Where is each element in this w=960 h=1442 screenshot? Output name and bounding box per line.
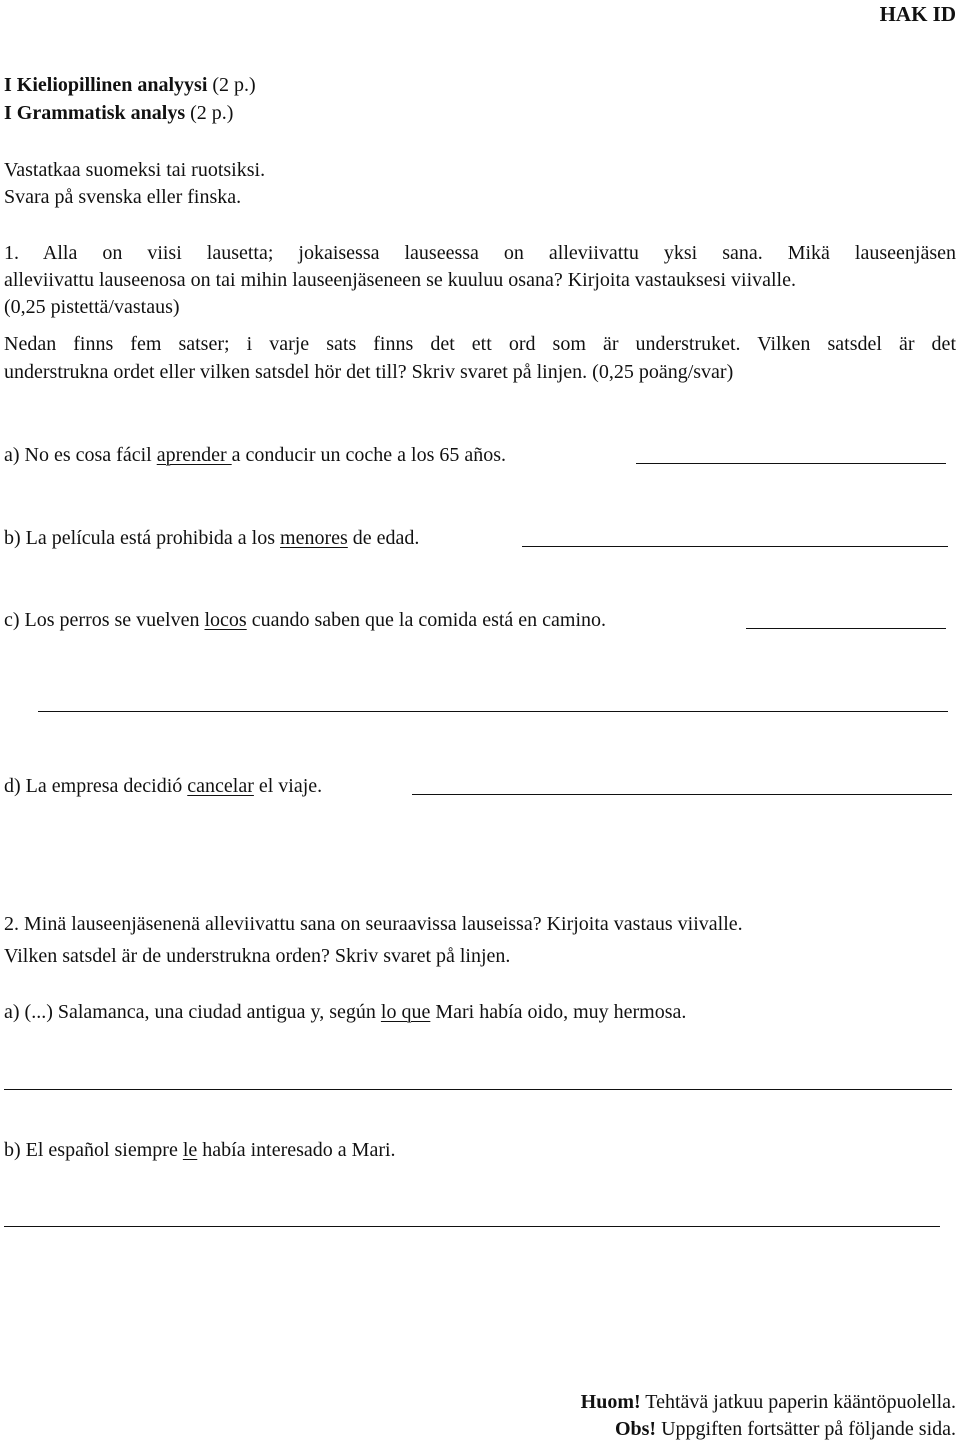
q2-instruction-sv: Vilken satsdel är de understrukna orden? Skriv svaret på linjen. bbox=[4, 945, 511, 967]
q1-item-a-underlined-word: aprender bbox=[156, 444, 232, 466]
q1-instruction-sv-line2: understrukna ordet eller vilken satsdel hör det till? Skriv svaret på linjen. (0,25 poäng/svar) bbox=[4, 361, 734, 383]
q1-item-c bbox=[4, 608, 606, 632]
footer-note-sv-label: Obs! bbox=[614, 1418, 657, 1440]
section-title-sv-text: I Grammatisk analys bbox=[4, 102, 186, 124]
q1-item-d bbox=[4, 774, 322, 798]
q1-item-a bbox=[4, 443, 506, 467]
section-title-fi-points: (2 p.) bbox=[207, 74, 256, 96]
q1-item-b bbox=[4, 526, 419, 550]
footer-note-sv bbox=[615, 1417, 956, 1441]
q2-answer-line-a[interactable] bbox=[4, 1089, 952, 1090]
hak-id-label: HAK ID bbox=[879, 2, 956, 26]
q2-item-a-underlined-words: lo que bbox=[380, 1001, 431, 1023]
q2-item-a bbox=[4, 1000, 686, 1024]
q2-item-a-prefix: a) (...) Salamanca, una ciudad antigua y, según bbox=[4, 1001, 381, 1023]
q1-item-b-suffix: de edad. bbox=[347, 527, 420, 549]
q1-answer-line-d[interactable] bbox=[412, 794, 952, 795]
q1-item-d-suffix: el viaje. bbox=[253, 775, 323, 797]
q1-instruction-fi-line1: 1. Alla on viisi lausetta; jokaisessa lauseessa on alleviivattu yksi sana. Mikä lauseenjäsen bbox=[4, 242, 956, 264]
q1-item-c-suffix: cuando saben que la comida está en camino. bbox=[246, 609, 607, 631]
q1-answer-line-a[interactable] bbox=[636, 463, 946, 464]
q2-item-b bbox=[4, 1138, 396, 1162]
q2-answer-line-b[interactable] bbox=[4, 1226, 940, 1227]
q1-instruction-fi-line2: alleviivattu lauseenosa on tai mihin lauseenjäseneen se kuuluu osana? Kirjoita vastauksesi viivalle. bbox=[4, 269, 796, 291]
section-title-fi-text: I Kieliopillinen analyysi bbox=[4, 74, 208, 96]
footer-note-fi bbox=[581, 1390, 956, 1414]
q1-instruction-sv-line1: Nedan finns fem satser; i varje sats finns det ett ord som är understruket. Vilken satsdel är det bbox=[4, 333, 956, 355]
instruction-fi: Vastatkaa suomeksi tai ruotsiksi. bbox=[4, 159, 266, 181]
footer-note-fi-text: Tehtävä jatkuu paperin kääntöpuolella. bbox=[640, 1391, 956, 1413]
footer-note-fi-label: Huom! bbox=[580, 1391, 641, 1413]
q1-item-a-suffix: a conducir un coche a los 65 años. bbox=[231, 444, 507, 466]
section-title-sv bbox=[4, 101, 233, 125]
q2-item-b-suffix: había interesado a Mari. bbox=[197, 1139, 396, 1161]
instruction-sv: Svara på svenska eller finska. bbox=[4, 186, 242, 208]
q1-item-a-prefix: a) No es cosa fácil bbox=[4, 444, 157, 466]
q1-item-b-prefix: b) La película está prohibida a los bbox=[4, 527, 281, 549]
q2-item-a-suffix: Mari había oido, muy hermosa. bbox=[430, 1001, 687, 1023]
q1-points-fi: (0,25 pistettä/vastaus) bbox=[4, 296, 180, 318]
q1-item-b-underlined-word: menores bbox=[280, 527, 348, 549]
q1-item-d-underlined-word: cancelar bbox=[187, 775, 254, 797]
section-title-sv-points: (2 p.) bbox=[185, 102, 234, 124]
footer-note-sv-text: Uppgiften fortsätter på följande sida. bbox=[656, 1418, 956, 1440]
q1-item-c-prefix: c) Los perros se vuelven bbox=[4, 609, 205, 631]
q1-answer-line-b[interactable] bbox=[522, 546, 948, 547]
q1-item-d-prefix: d) La empresa decidió bbox=[4, 775, 188, 797]
q2-item-b-prefix: b) El español siempre bbox=[4, 1139, 183, 1161]
q2-instruction-fi: 2. Minä lauseenjäsenenä alleviivattu sana on seuraavissa lauseissa? Kirjoita vastaus viivalle. bbox=[4, 913, 743, 935]
q1-answer-line-c-extra[interactable] bbox=[38, 711, 948, 712]
section-title-fi bbox=[4, 73, 256, 97]
q1-answer-line-c[interactable] bbox=[746, 628, 946, 629]
q2-item-b-underlined-word: le bbox=[182, 1139, 198, 1161]
q1-item-c-underlined-word: locos bbox=[204, 609, 247, 631]
